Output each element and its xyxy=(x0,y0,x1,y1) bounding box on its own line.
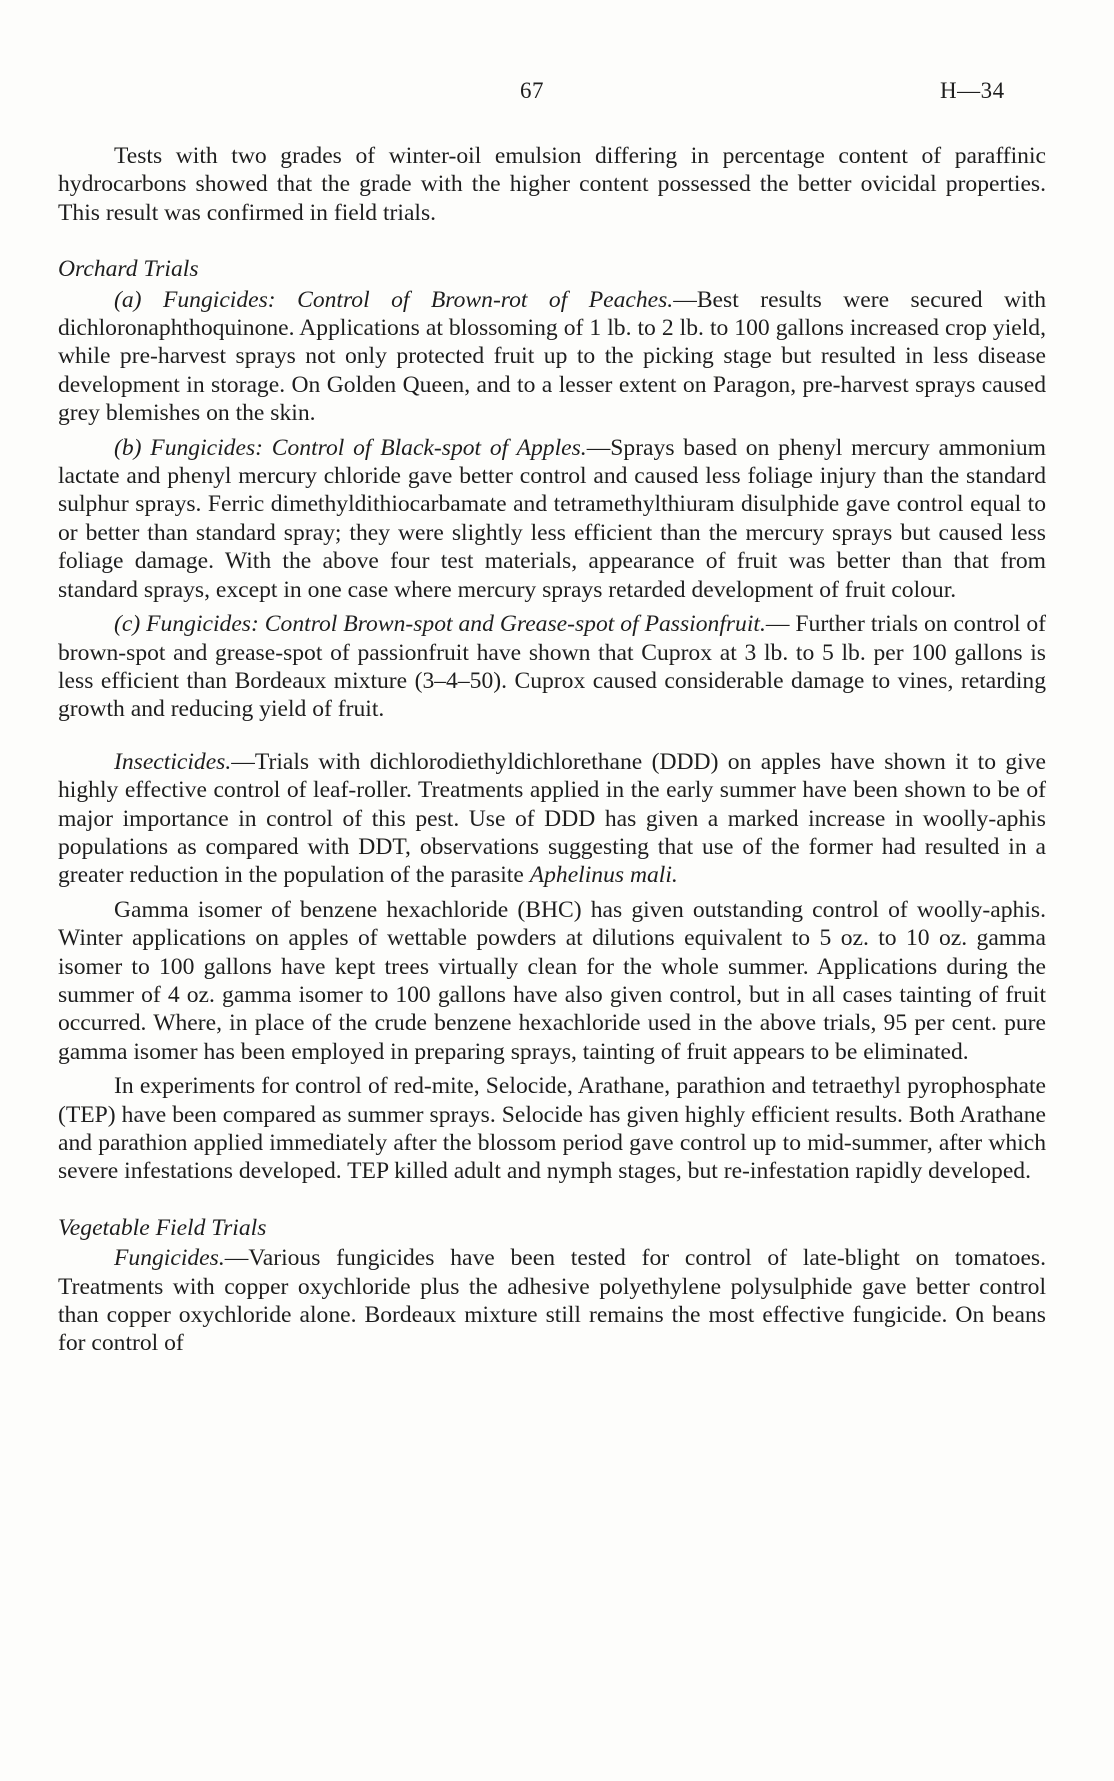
black-spot-body: —Sprays based on phenyl mercury ammonium lactate and phenyl mercury chloride gave better control and caused less foliage injury than the standard sulphur sprays. Ferric dimethyldithiocarbamate and tetramethylthiuram disulphide gave control equal to or better than standard spray; they were slightly less efficient than the mercury sprays but caused less foliage damage. With the above four test materials, appearance of fruit was better than that from standard sprays, except in one case where mercury sprays retarded development of fruit colour. xyxy=(58,434,1046,603)
document-reference: H—34 xyxy=(940,78,1005,103)
paragraph-insecticides xyxy=(58,748,1046,890)
page-number: 67 xyxy=(520,78,544,103)
passionfruit-title: (c) Fungicides: Control Brown-spot and Grease-spot of Passionfruit. xyxy=(114,611,766,638)
insecticides-body: —Trials with dichlorodiethyldichlorethane (DDD) on apples have shown it to give highly effective control of leaf-roller. Treatments applied in the early summer have been shown to be of major importance in control of this pest. Use of DDD has given a marked increase in woolly-aphis populations as compared with DDT, observations suggesting that use of the former had resulted in a greater reduction in the population of the parasite xyxy=(58,748,1046,889)
parasite-species-name: Aphelinus mali. xyxy=(529,862,678,889)
paragraph-brown-rot xyxy=(58,286,1046,428)
paragraph-black-spot xyxy=(58,434,1046,604)
paragraph-gamma-isomer: Gamma isomer of benzene hexachloride (BHC) has given outstanding control of woolly-aphis. Winter applications on apples of wettable powders at dilutions equivalent to 5 oz. to 10 oz. gamma isomer to 100 gallons have kept trees virtually clean for the whole summer. Applications during the summer of 4 oz. gamma isomer to 100 gallons have also given control, but in all cases tainting of fruit occurred. Where, in place of the crude benzene hexachloride used in the above trials, 95 per cent. pure gamma isomer has been employed in preparing sprays, tainting of fruit appears to be eliminated. xyxy=(58,896,1046,1065)
passionfruit-body: — Further trials on control of brown-spot and grease-spot of passionfruit have shown that Cuprox at 3 lb. to 5 lb. per 100 gallons is less efficient than Bordeaux mixture (3–4–50). Cuprox caused considerable damage to vines, retarding growth and reducing yield of fruit. xyxy=(58,611,1046,723)
brown-rot-title: (a) Fungicides: Control of Brown-rot of Peaches. xyxy=(114,286,674,313)
paragraph-vegetable-fungicides xyxy=(58,1244,1046,1358)
vegetable-fungicides-title: Fungicides. xyxy=(114,1245,225,1272)
paragraph-red-mite: In experiments for control of red-mite, Selocide, Arathane, parathion and tetraethyl pyrophosphate (TEP) have been compared as summer sprays. Selocide has given highly efficient results. Both Arathane and parathion applied immediately after the blossom period gave control up to mid-summer, after which severe infestations developed. TEP killed adult and nymph stages, but re-infestation rapidly developed. xyxy=(58,1073,1046,1185)
vegetable-field-trials-heading: Vegetable Field Trials xyxy=(58,1214,267,1241)
intro-paragraph: Tests with two grades of winter-oil emulsion differing in percentage content of paraffinic hydrocarbons showed that the grade with the higher content possessed the better ovicidal properties. This result was confirmed in field trials. xyxy=(58,143,1046,226)
body-text xyxy=(58,142,1046,1358)
vegetable-fungicides-body: —Various fungicides have been tested for control of late-blight on tomatoes. Treatments with copper oxychloride plus the adhesive polyethylene polysulphide gave better control than copper oxychloride alone. Bordeaux mixture still remains the most effective fungicide. On beans for control of xyxy=(58,1245,1046,1357)
orchard-trials-heading: Orchard Trials xyxy=(58,256,199,283)
insecticides-title: Insecticides. xyxy=(114,748,232,775)
paragraph-passionfruit xyxy=(58,610,1046,724)
black-spot-title: (b) Fungicides: Control of Black-spot of Apples. xyxy=(114,434,587,461)
brown-rot-body: —Best results were secured with dichloronaphthoquinone. Applications at blossoming of 1 lb. to 2 lb. to 100 gallons increased crop yield, while pre-harvest sprays not only protected fruit up to the picking stage but resulted in less disease development in storage. On Golden Queen, and to a lesser extent on Paragon, pre-harvest sprays caused grey blemishes on the skin. xyxy=(58,286,1046,427)
